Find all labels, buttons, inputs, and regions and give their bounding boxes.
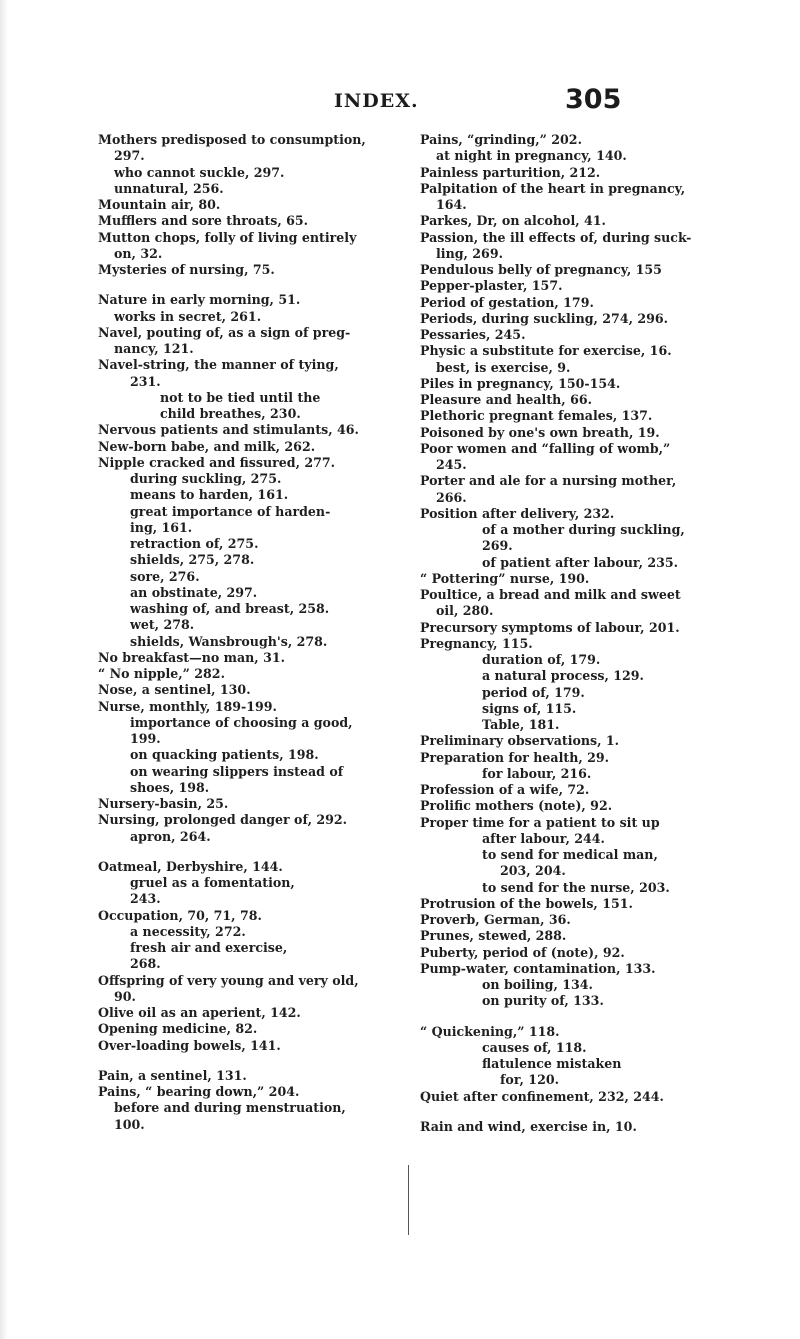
index-entry: Pessaries, 245. [420, 327, 526, 342]
index-entry: Navel, pouting of, as a sign of preg- [98, 324, 351, 340]
index-entry: Nurse, monthly, 189-199. [98, 698, 277, 714]
index-entry: Navel-string, the manner of tying, [98, 357, 339, 373]
index-subentry: 231. [130, 373, 161, 389]
index-entry: Physic a substitute for exercise, 16. [420, 343, 672, 359]
index-entry: Occupation, 70, 71, 78. [98, 907, 262, 923]
index-subentry: 100. [114, 1116, 145, 1132]
index-subentry: an obstinate, 297. [130, 584, 258, 600]
index-subentry: apron, 264. [130, 828, 211, 844]
index-subentry: flatulence mistaken [482, 1056, 622, 1071]
index-subentry: for, 120. [500, 1072, 559, 1088]
index-subentry: 269. [482, 538, 513, 554]
index-subentry: a natural process, 129. [482, 668, 644, 684]
index-entry: Pump-water, contamination, 133. [420, 960, 656, 976]
index-entry: Protrusion of the bowels, 151. [420, 895, 633, 911]
index-subentry: to send for the nurse, 203. [482, 879, 670, 895]
index-entry: No breakfast—no man, 31. [98, 649, 285, 665]
index-subentry: duration of, 179. [482, 652, 601, 667]
index-subentry: during suckling, 275. [130, 471, 282, 486]
index-subentry: child breathes, 230. [160, 406, 301, 421]
index-entry: “ Quickening,” 118. [420, 1023, 560, 1039]
index-subentry: shields, 275, 278. [130, 552, 255, 568]
index-entry: Plethoric pregnant females, 137. [420, 408, 653, 424]
index-entry: Precursory symptoms of labour, 201. [420, 619, 680, 635]
index-entry: Piles in pregnancy, 150-154. [420, 375, 621, 391]
index-subentry: on quacking patients, 198. [130, 747, 319, 763]
index-entry: Proper time for a patient to sit up [420, 814, 660, 830]
index-subentry: on, 32. [114, 245, 163, 261]
index-subentry: 90. [114, 988, 136, 1004]
index-entry: Olive oil as an aperient, 142. [98, 1005, 301, 1020]
index-subentry: for labour, 216. [482, 765, 592, 781]
index-subentry: great importance of harden- [130, 503, 331, 519]
index-subentry: 243. [130, 891, 161, 907]
section-gap [98, 1054, 400, 1068]
index-subentry: on boiling, 134. [482, 977, 593, 992]
index-subentry: to send for medical man, [482, 847, 658, 862]
index-subentry: at night in pregnancy, 140. [436, 148, 627, 164]
index-subentry: best, is exercise, 9. [436, 359, 571, 375]
index-entry: New-born babe, and milk, 262. [98, 438, 316, 454]
index-entry: Nose, a sentinel, 130. [98, 682, 251, 698]
index-entry: Poor women and “falling of womb,” [420, 440, 671, 456]
index-entry: Offspring of very young and very old, [98, 972, 359, 988]
index-entry: “ Pottering” nurse, 190. [420, 570, 590, 586]
index-subentry: means to harden, 161. [130, 487, 289, 503]
index-entry: Nervous patients and stimulants, 46. [98, 422, 359, 438]
index-entry: Pendulous belly of pregnancy, 155 [420, 262, 662, 277]
index-entry: Pains, “grinding,” 202. [420, 132, 582, 147]
index-subentry: 164. [436, 197, 467, 212]
index-subentry: ling, 269. [436, 245, 503, 261]
index-subentry: period of, 179. [482, 684, 585, 700]
index-subentry: nancy, 121. [114, 341, 194, 356]
index-entry: Oatmeal, Derbyshire, 144. [98, 858, 283, 874]
index-subentry: 297. [114, 148, 145, 164]
index-entry: Proverb, German, 36. [420, 912, 571, 927]
index-subentry: of patient after labour, 235. [482, 554, 679, 570]
index-entry: Poultice, a bread and milk and sweet [420, 587, 681, 602]
column-divider [408, 1165, 409, 1235]
section-gap [98, 278, 400, 292]
index-subentry: shoes, 198. [130, 779, 210, 795]
index-entry: Quiet after confinement, 232, 244. [420, 1088, 664, 1104]
index-entry: Opening medicine, 82. [98, 1021, 258, 1037]
index-entry: Period of gestation, 179. [420, 294, 594, 310]
index-entry: Poisoned by one's own breath, 19. [420, 424, 660, 440]
index-subentry: shields, Wansbrough's, 278. [130, 633, 328, 649]
index-entry: Profession of a wife, 72. [420, 782, 590, 797]
index-entry: Periods, during suckling, 274, 296. [420, 310, 669, 326]
index-entry: Preliminary observations, 1. [420, 733, 620, 749]
index-entry: Pregnancy, 115. [420, 635, 533, 651]
index-subentry: 245. [436, 457, 467, 472]
index-subentry: Table, 181. [482, 717, 560, 732]
section-gap [420, 1105, 720, 1119]
index-entry: Pepper-plaster, 157. [420, 278, 563, 294]
index-entry: Mothers predisposed to consumption, [98, 132, 366, 147]
index-entry: Palpitation of the heart in pregnancy, [420, 180, 686, 196]
index-subentry: works in secret, 261. [114, 308, 262, 324]
index-subentry: 199. [130, 731, 161, 746]
page-edge-shadow [0, 0, 8, 1339]
index-entry: Pains, “ bearing down,” 204. [98, 1084, 300, 1099]
index-entry: “ No nipple,” 282. [98, 666, 225, 681]
index-subentry: a necessity, 272. [130, 923, 246, 939]
page-number: 305 [565, 84, 622, 115]
index-subentry: gruel as a fomentation, [130, 875, 295, 890]
index-entry: Mufflers and sore throats, 65. [98, 213, 309, 229]
index-entry: Preparation for health, 29. [420, 749, 610, 765]
index-subentry: who cannot suckle, 297. [114, 164, 285, 180]
index-entry: Mutton chops, folly of living entirely [98, 229, 357, 245]
index-subentry: of a mother during suckling, [482, 522, 685, 537]
index-subentry: on purity of, 133. [482, 993, 604, 1009]
index-column-right [420, 132, 720, 1135]
index-entry: Over-loading bowels, 141. [98, 1037, 281, 1053]
index-subentry: sore, 276. [130, 568, 200, 584]
index-subentry: after labour, 244. [482, 830, 605, 846]
index-subentry: washing of, and breast, 258. [130, 601, 330, 616]
section-gap [420, 1010, 720, 1024]
index-subentry: wet, 278. [130, 617, 195, 633]
section-gap [98, 845, 400, 859]
index-entry: Painless parturition, 212. [420, 164, 601, 180]
index-subentry: signs of, 115. [482, 700, 577, 716]
index-entry: Pleasure and health, 66. [420, 392, 592, 407]
running-head [0, 84, 800, 118]
index-subentry: before and during menstruation, [114, 1100, 346, 1116]
index-entry: Mysteries of nursing, 75. [98, 262, 275, 277]
index-subentry: fresh air and exercise, [130, 940, 288, 955]
index-entry: Rain and wind, exercise in, 10. [420, 1118, 637, 1134]
index-entry: Prolific mothers (note), 92. [420, 798, 613, 814]
index-subentry: causes of, 118. [482, 1039, 587, 1055]
index-entry: Mountain air, 80. [98, 197, 221, 212]
index-column-left [98, 132, 400, 1133]
index-subentry: retraction of, 275. [130, 536, 259, 551]
index-entry: Parkes, Dr, on alcohol, 41. [420, 213, 606, 229]
index-subentry: importance of choosing a good, [130, 714, 353, 730]
index-subentry: 203, 204. [500, 863, 566, 879]
index-entry: Position after delivery, 232. [420, 505, 615, 521]
index-entry: Puberty, period of (note), 92. [420, 944, 625, 960]
index-subentry: not to be tied until the [160, 389, 321, 405]
index-entry: Nature in early morning, 51. [98, 292, 301, 308]
index-subentry: 266. [436, 489, 467, 505]
index-subentry: oil, 280. [436, 603, 494, 619]
index-entry: Nipple cracked and fissured, 277. [98, 454, 336, 470]
index-entry: Nursing, prolonged danger of, 292. [98, 812, 348, 828]
index-subentry: 268. [130, 956, 161, 972]
index-subentry: unnatural, 256. [114, 180, 224, 196]
index-entry: Pain, a sentinel, 131. [98, 1067, 247, 1083]
index-entry: Porter and ale for a nursing mother, [420, 473, 677, 489]
index-entry: Passion, the ill effects of, during suck- [420, 229, 692, 245]
index-entry: Prunes, stewed, 288. [420, 928, 567, 944]
running-head-title: INDEX. [334, 90, 419, 112]
index-subentry: on wearing slippers instead of [130, 763, 344, 779]
index-subentry: ing, 161. [130, 519, 193, 535]
index-entry: Nursery-basin, 25. [98, 796, 229, 811]
